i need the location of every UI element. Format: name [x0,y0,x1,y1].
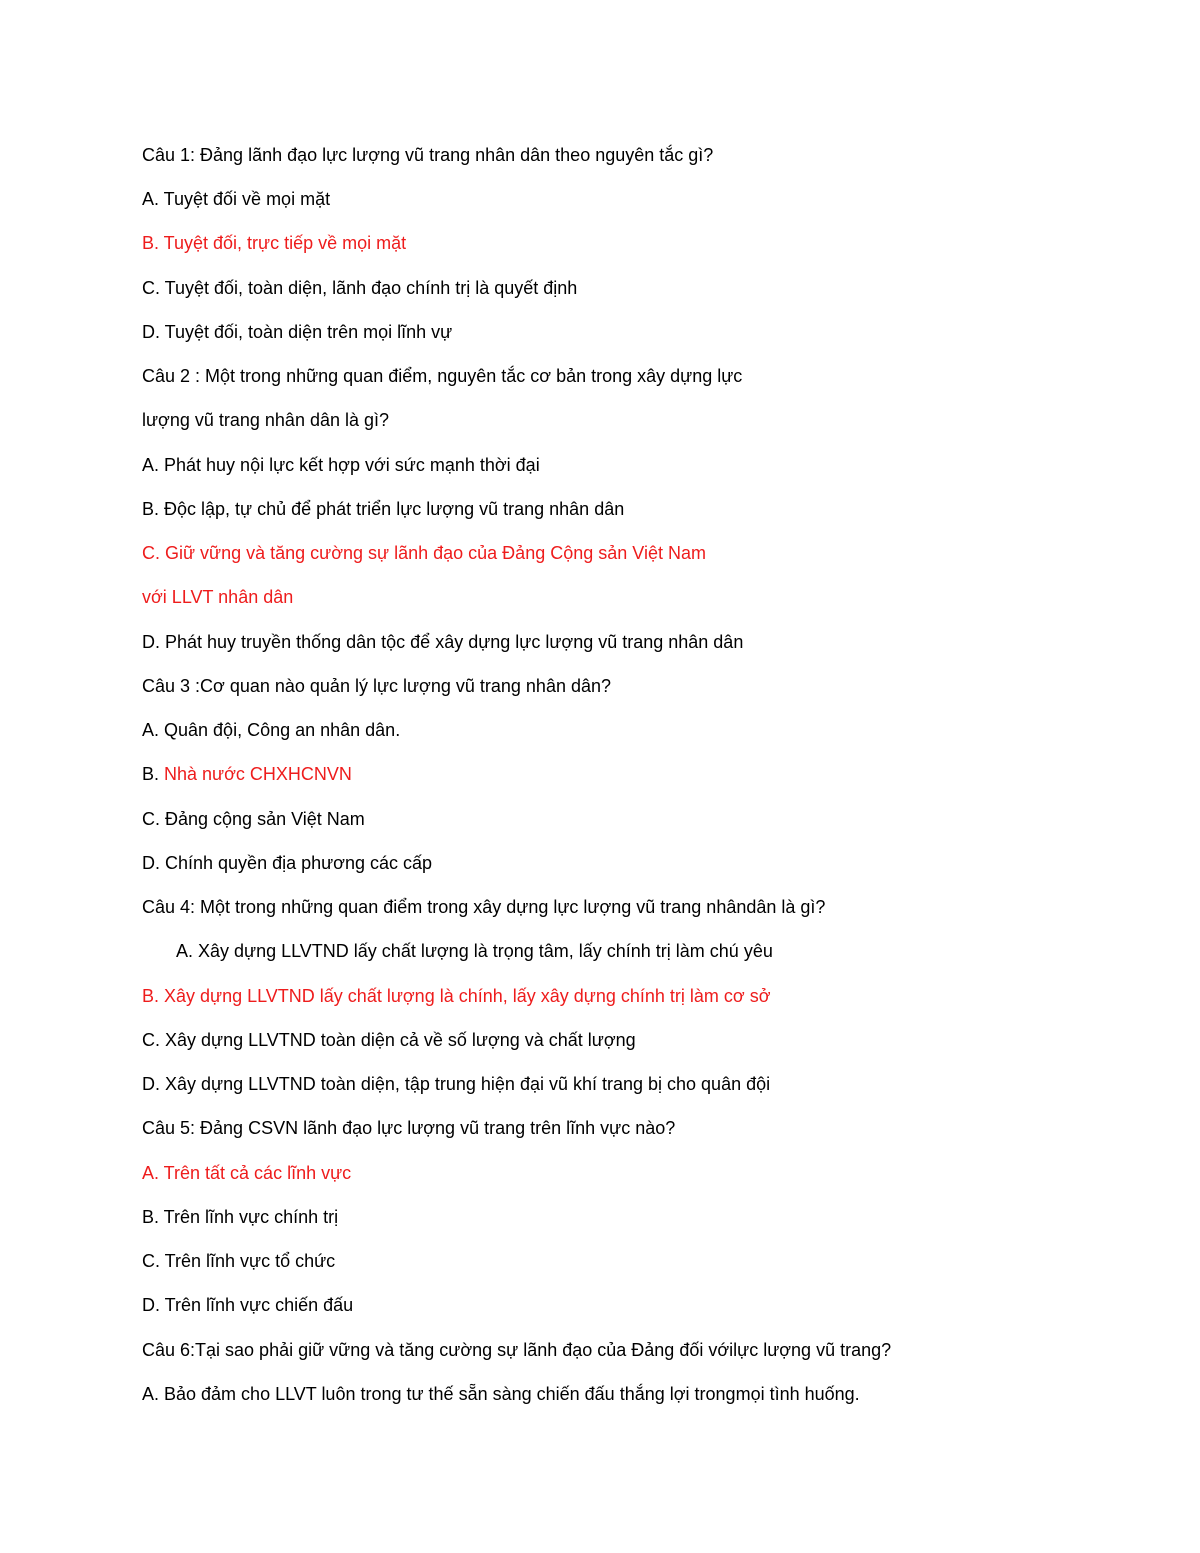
q1-option-b-correct: B. Tuyệt đối, trực tiếp về mọi mặt [142,233,407,253]
question-3: Câu 3 :Cơ quan nào quản lý lực lượng vũ trang nhân dân? [142,676,612,696]
q2-option-d: D. Phát huy truyền thống dân tộc để xây dựng lực lượng vũ trang nhân dân [142,632,744,652]
q4-option-d: D. Xây dựng LLVTND toàn diện, tập trung hiện đại vũ khí trang bị cho quân đội [142,1074,771,1094]
q2-option-c-correct: C. Giữ vững và tăng cường sự lãnh đạo của Đảng Cộng sản Việt Nam [142,543,706,563]
q3-option-c: C. Đảng cộng sản Việt Nam [142,809,365,829]
q2-option-c-continued: với LLVT nhân dân [142,587,294,607]
q3-option-a: A. Quân đội, Công an nhân dân. [142,720,401,740]
q5-option-a-correct: A. Trên tất cả các lĩnh vực [142,1163,352,1183]
question-1: Câu 1: Đảng lãnh đạo lực lượng vũ trang nhân dân theo nguyên tắc gì? [142,145,714,165]
q1-option-d: D. Tuyệt đối, toàn diện trên mọi lĩnh vự [142,322,453,342]
question-2-line-2: lượng vũ trang nhân dân là gì? [142,410,390,430]
option-label: B. [142,764,165,784]
q2-option-b: B. Độc lập, tự chủ để phát triển lực lượng vũ trang nhân dân [142,499,625,519]
q5-option-d: D. Trên lĩnh vực chiến đấu [142,1295,354,1315]
q1-option-c: C. Tuyệt đối, toàn diện, lãnh đạo chính trị là quyết định [142,278,578,298]
option-text-correct: Nhà nước CHXHCNVN [164,764,352,784]
q2-option-a: A. Phát huy nội lực kết hợp với sức mạnh thời đại [142,455,540,475]
q3-option-b-correct [142,762,352,786]
q6-option-a: A. Bảo đảm cho LLVT luôn trong tư thế sẵn sàng chiến đấu thắng lợi trongmọi tình huống. [142,1384,860,1404]
q5-option-c: C. Trên lĩnh vực tổ chức [142,1251,336,1271]
question-5: Câu 5: Đảng CSVN lãnh đạo lực lượng vũ trang trên lĩnh vực nào? [142,1118,676,1138]
q5-option-b: B. Trên lĩnh vực chính trị [142,1207,339,1227]
question-2-line-1: Câu 2 : Một trong những quan điểm, nguyên tắc cơ bản trong xây dựng lực [142,366,743,386]
question-6: Câu 6:Tại sao phải giữ vững và tăng cường sự lãnh đạo của Đảng đối vớilực lượng vũ trang? [142,1340,892,1360]
q3-option-d: D. Chính quyền địa phương các cấp [142,853,433,873]
q4-option-c: C. Xây dựng LLVTND toàn diện cả về số lượng và chất lượng [142,1030,636,1050]
q4-option-a: A. Xây dựng LLVTND lấy chất lượng là trọng tâm, lấy chính trị làm chú yêu [176,941,773,961]
q1-option-a: A. Tuyệt đối về mọi mặt [142,189,331,209]
question-4: Câu 4: Một trong những quan điểm trong xây dựng lực lượng vũ trang nhândân là gì? [142,897,826,917]
q4-option-b-correct: B. Xây dựng LLVTND lấy chất lượng là chính, lấy xây dựng chính trị làm cơ sở [142,986,771,1006]
